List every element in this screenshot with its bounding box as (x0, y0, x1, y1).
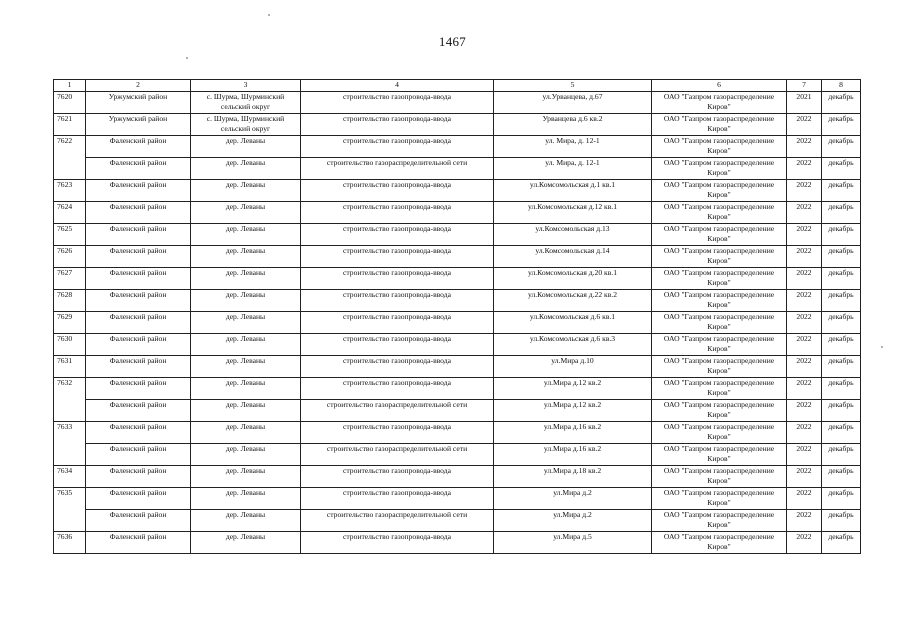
organization-cell: ОАО "Газпром газораспределение Киров" (652, 444, 787, 466)
year-cell: 2022 (787, 136, 822, 158)
settlement-cell: дер. Леваны (191, 246, 301, 268)
row-number: 7620 (54, 92, 86, 114)
district-cell: Фаленский район (86, 158, 191, 180)
table-row (54, 444, 861, 466)
table-row (54, 334, 861, 356)
year-cell: 2022 (787, 114, 822, 136)
organization-cell: ОАО "Газпром газораспределение Киров" (652, 532, 787, 554)
address-cell: ул.Мира д.12 кв.2 (494, 378, 652, 400)
table-row (54, 224, 861, 246)
row-number: 7623 (54, 180, 86, 202)
year-cell: 2022 (787, 202, 822, 224)
year-cell: 2021 (787, 92, 822, 114)
address-cell: ул.Комсомольская д.13 (494, 224, 652, 246)
page-number: 1467 (438, 34, 467, 49)
settlement-cell: дер. Леваны (191, 466, 301, 488)
month-cell: декабрь (822, 180, 861, 202)
table-row (54, 466, 861, 488)
year-cell: 2022 (787, 356, 822, 378)
settlement-cell: дер. Леваны (191, 356, 301, 378)
organization-cell: ОАО "Газпром газораспределение Киров" (652, 246, 787, 268)
work-type-cell: строительство газопровода-ввода (301, 268, 494, 290)
scan-speck (186, 57, 188, 59)
district-cell: Фаленский район (86, 510, 191, 532)
month-cell: декабрь (822, 92, 861, 114)
organization-cell: ОАО "Газпром газораспределение Киров" (652, 224, 787, 246)
work-type-cell: строительство газораспределительной сети (301, 444, 494, 466)
organization-cell: ОАО "Газпром газораспределение Киров" (652, 378, 787, 400)
settlement-cell: дер. Леваны (191, 290, 301, 312)
row-number: 7634 (54, 466, 86, 488)
work-type-cell: строительство газораспределительной сети (301, 510, 494, 532)
settlement-cell: дер. Леваны (191, 510, 301, 532)
settlement-cell: с. Шурма, Шурминский сельский округ (191, 114, 301, 136)
row-number (54, 510, 86, 532)
organization-cell: ОАО "Газпром газораспределение Киров" (652, 180, 787, 202)
row-number: 7631 (54, 356, 86, 378)
month-cell: декабрь (822, 532, 861, 554)
organization-cell: ОАО "Газпром газораспределение Киров" (652, 136, 787, 158)
district-cell: Фаленский район (86, 356, 191, 378)
column-header: 6 (652, 80, 787, 92)
district-cell: Фаленский район (86, 224, 191, 246)
month-cell: декабрь (822, 224, 861, 246)
month-cell: декабрь (822, 422, 861, 444)
settlement-cell: дер. Леваны (191, 378, 301, 400)
year-cell: 2022 (787, 290, 822, 312)
organization-cell: ОАО "Газпром газораспределение Киров" (652, 114, 787, 136)
address-cell: ул.Мира д.5 (494, 532, 652, 554)
district-cell: Фаленский район (86, 334, 191, 356)
month-cell: декабрь (822, 444, 861, 466)
year-cell: 2022 (787, 532, 822, 554)
settlement-cell: с. Шурма, Шурминский сельский округ (191, 92, 301, 114)
address-cell: ул.Комсомольская д.20 кв.1 (494, 268, 652, 290)
column-header: 5 (494, 80, 652, 92)
table-row (54, 92, 861, 114)
year-cell: 2022 (787, 400, 822, 422)
work-type-cell: строительство газопровода-ввода (301, 136, 494, 158)
organization-cell: ОАО "Газпром газораспределение Киров" (652, 400, 787, 422)
settlement-cell: дер. Леваны (191, 180, 301, 202)
district-cell: Фаленский район (86, 378, 191, 400)
work-type-cell: строительство газопровода-ввода (301, 378, 494, 400)
district-cell: Фаленский район (86, 312, 191, 334)
row-number: 7626 (54, 246, 86, 268)
address-cell: ул.Мира д.16 кв.2 (494, 444, 652, 466)
district-cell: Фаленский район (86, 400, 191, 422)
organization-cell: ОАО "Газпром газораспределение Киров" (652, 268, 787, 290)
row-number: 7635 (54, 488, 86, 510)
scan-speck (881, 346, 883, 348)
month-cell: декабрь (822, 378, 861, 400)
column-header: 2 (86, 80, 191, 92)
work-type-cell: строительство газопровода-ввода (301, 92, 494, 114)
row-number: 7633 (54, 422, 86, 444)
row-number: 7636 (54, 532, 86, 554)
organization-cell: ОАО "Газпром газораспределение Киров" (652, 466, 787, 488)
year-cell: 2022 (787, 466, 822, 488)
table-row (54, 114, 861, 136)
month-cell: декабрь (822, 136, 861, 158)
table-row (54, 180, 861, 202)
address-cell: ул.Мира д.2 (494, 488, 652, 510)
address-cell: ул.Мира д.2 (494, 510, 652, 532)
district-cell: Фаленский район (86, 422, 191, 444)
work-type-cell: строительство газопровода-ввода (301, 290, 494, 312)
address-cell: ул.Мира д.10 (494, 356, 652, 378)
work-type-cell: строительство газораспределительной сети (301, 400, 494, 422)
year-cell: 2022 (787, 268, 822, 290)
work-type-cell: строительство газопровода-ввода (301, 246, 494, 268)
row-number (54, 158, 86, 180)
settlement-cell: дер. Леваны (191, 334, 301, 356)
month-cell: декабрь (822, 246, 861, 268)
organization-cell: ОАО "Газпром газораспределение Киров" (652, 488, 787, 510)
month-cell: декабрь (822, 466, 861, 488)
month-cell: декабрь (822, 356, 861, 378)
work-type-cell: строительство газопровода-ввода (301, 312, 494, 334)
table-row (54, 356, 861, 378)
column-header: 3 (191, 80, 301, 92)
table-row (54, 136, 861, 158)
year-cell: 2022 (787, 444, 822, 466)
organization-cell: ОАО "Газпром газораспределение Киров" (652, 356, 787, 378)
district-cell: Фаленский район (86, 290, 191, 312)
settlement-cell: дер. Леваны (191, 268, 301, 290)
table-row (54, 312, 861, 334)
organization-cell: ОАО "Газпром газораспределение Киров" (652, 312, 787, 334)
address-cell: ул. Мира, д. 12-1 (494, 136, 652, 158)
table-row (54, 488, 861, 510)
settlement-cell: дер. Леваны (191, 136, 301, 158)
row-number: 7630 (54, 334, 86, 356)
month-cell: декабрь (822, 400, 861, 422)
month-cell: декабрь (822, 312, 861, 334)
row-number: 7628 (54, 290, 86, 312)
year-cell: 2022 (787, 246, 822, 268)
column-header: 8 (822, 80, 861, 92)
organization-cell: ОАО "Газпром газораспределение Киров" (652, 158, 787, 180)
month-cell: декабрь (822, 202, 861, 224)
work-type-cell: строительство газопровода-ввода (301, 532, 494, 554)
work-type-cell: строительство газопровода-ввода (301, 488, 494, 510)
organization-cell: ОАО "Газпром газораспределение Киров" (652, 92, 787, 114)
organization-cell: ОАО "Газпром газораспределение Киров" (652, 334, 787, 356)
table-row (54, 202, 861, 224)
table-row (54, 290, 861, 312)
address-cell: ул.Комсомольская д.6 кв.1 (494, 312, 652, 334)
month-cell: декабрь (822, 268, 861, 290)
work-type-cell: строительство газораспределительной сети (301, 158, 494, 180)
column-header: 7 (787, 80, 822, 92)
settlement-cell: дер. Леваны (191, 488, 301, 510)
district-cell: Уржумский район (86, 114, 191, 136)
settlement-cell: дер. Леваны (191, 224, 301, 246)
year-cell: 2022 (787, 180, 822, 202)
row-number: 7625 (54, 224, 86, 246)
row-number: 7621 (54, 114, 86, 136)
month-cell: декабрь (822, 488, 861, 510)
data-table (53, 79, 861, 554)
row-number: 7627 (54, 268, 86, 290)
organization-cell: ОАО "Газпром газораспределение Киров" (652, 290, 787, 312)
address-cell: ул.Комсомольская д.12 кв.1 (494, 202, 652, 224)
address-cell: ул.Комсомольская д.14 (494, 246, 652, 268)
row-number: 7624 (54, 202, 86, 224)
district-cell: Фаленский район (86, 532, 191, 554)
address-cell: Урванцева д.6 кв.2 (494, 114, 652, 136)
organization-cell: ОАО "Газпром газораспределение Киров" (652, 202, 787, 224)
column-header: 4 (301, 80, 494, 92)
table-row (54, 246, 861, 268)
settlement-cell: дер. Леваны (191, 158, 301, 180)
row-number: 7622 (54, 136, 86, 158)
year-cell: 2022 (787, 378, 822, 400)
row-number: 7629 (54, 312, 86, 334)
district-cell: Уржумский район (86, 92, 191, 114)
year-cell: 2022 (787, 224, 822, 246)
table-row (54, 378, 861, 400)
district-cell: Фаленский район (86, 246, 191, 268)
organization-cell: ОАО "Газпром газораспределение Киров" (652, 510, 787, 532)
year-cell: 2022 (787, 334, 822, 356)
year-cell: 2022 (787, 158, 822, 180)
work-type-cell: строительство газопровода-ввода (301, 224, 494, 246)
address-cell: ул.Комсомольская д.1 кв.1 (494, 180, 652, 202)
scan-speck (268, 14, 270, 16)
month-cell: декабрь (822, 510, 861, 532)
district-cell: Фаленский район (86, 488, 191, 510)
work-type-cell: строительство газопровода-ввода (301, 356, 494, 378)
address-cell: ул.Мира д.16 кв.2 (494, 422, 652, 444)
address-cell: ул.Комсомольская д.6 кв.3 (494, 334, 652, 356)
district-cell: Фаленский район (86, 136, 191, 158)
settlement-cell: дер. Леваны (191, 202, 301, 224)
year-cell: 2022 (787, 422, 822, 444)
header-row (54, 80, 861, 92)
address-cell: ул.Мира д.12 кв.2 (494, 400, 652, 422)
row-number: 7632 (54, 378, 86, 400)
row-number (54, 400, 86, 422)
table-row (54, 422, 861, 444)
address-cell: ул. Мира, д. 12-1 (494, 158, 652, 180)
address-cell: ул.Комсомольская д.22 кв.2 (494, 290, 652, 312)
work-type-cell: строительство газопровода-ввода (301, 466, 494, 488)
district-cell: Фаленский район (86, 202, 191, 224)
table-row (54, 510, 861, 532)
month-cell: декабрь (822, 334, 861, 356)
district-cell: Фаленский район (86, 444, 191, 466)
address-cell: ул.Урванцева, д.67 (494, 92, 652, 114)
settlement-cell: дер. Леваны (191, 444, 301, 466)
column-header: 1 (54, 80, 86, 92)
work-type-cell: строительство газопровода-ввода (301, 422, 494, 444)
settlement-cell: дер. Леваны (191, 422, 301, 444)
settlement-cell: дер. Леваны (191, 312, 301, 334)
settlement-cell: дер. Леваны (191, 532, 301, 554)
work-type-cell: строительство газопровода-ввода (301, 202, 494, 224)
table-row (54, 532, 861, 554)
table-row (54, 268, 861, 290)
month-cell: декабрь (822, 290, 861, 312)
month-cell: декабрь (822, 114, 861, 136)
table-row (54, 400, 861, 422)
work-type-cell: строительство газопровода-ввода (301, 114, 494, 136)
row-number (54, 444, 86, 466)
table-row (54, 158, 861, 180)
month-cell: декабрь (822, 158, 861, 180)
district-cell: Фаленский район (86, 466, 191, 488)
organization-cell: ОАО "Газпром газораспределение Киров" (652, 422, 787, 444)
year-cell: 2022 (787, 488, 822, 510)
work-type-cell: строительство газопровода-ввода (301, 180, 494, 202)
settlement-cell: дер. Леваны (191, 400, 301, 422)
address-cell: ул.Мира д.18 кв.2 (494, 466, 652, 488)
year-cell: 2022 (787, 510, 822, 532)
year-cell: 2022 (787, 312, 822, 334)
district-cell: Фаленский район (86, 268, 191, 290)
work-type-cell: строительство газопровода-ввода (301, 334, 494, 356)
district-cell: Фаленский район (86, 180, 191, 202)
